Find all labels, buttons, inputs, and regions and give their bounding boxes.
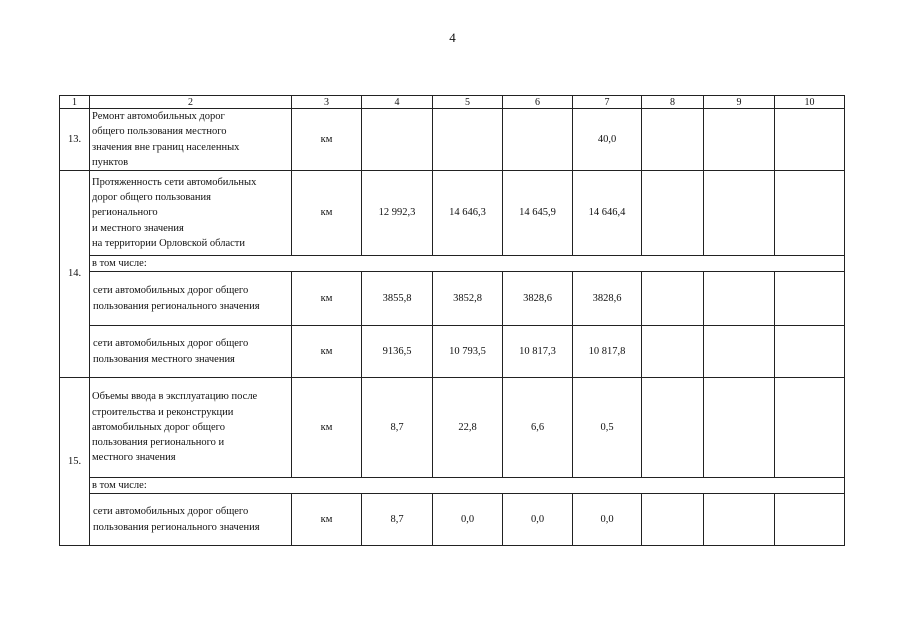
value-cell xyxy=(433,109,503,171)
value-cell xyxy=(704,494,775,546)
row-description xyxy=(90,272,292,326)
table-row xyxy=(60,378,845,478)
value-cell: 3828,6 xyxy=(573,272,642,326)
value-cell: 10 817,8 xyxy=(573,326,642,378)
value-cell: 10 793,5 xyxy=(433,326,503,378)
value-cell xyxy=(704,378,775,478)
column-header: 10 xyxy=(775,96,845,109)
value-cell: 0,0 xyxy=(573,494,642,546)
table-row xyxy=(60,272,845,326)
unit-cell: км xyxy=(292,494,362,546)
row-number: 15. xyxy=(60,378,90,546)
row-description xyxy=(90,326,292,378)
value-cell xyxy=(362,109,433,171)
value-cell xyxy=(704,326,775,378)
description-line: сети автомобильных дорог общего xyxy=(93,338,249,350)
description-line: на территории Орловской области xyxy=(92,237,245,249)
value-cell: 14 646,4 xyxy=(573,171,642,256)
row-description xyxy=(90,171,292,256)
value-cell: 9136,5 xyxy=(362,326,433,378)
column-header: 3 xyxy=(292,96,362,109)
value-cell xyxy=(775,326,845,378)
including-label: в том числе: xyxy=(90,478,845,494)
description-line: пользования регионального и xyxy=(92,437,225,449)
column-header: 8 xyxy=(642,96,704,109)
value-cell xyxy=(775,109,845,171)
including-label: в том числе: xyxy=(90,256,845,272)
description-line: строительства и реконструкции xyxy=(92,406,234,418)
unit-cell: км xyxy=(292,171,362,256)
row-description xyxy=(90,109,292,171)
value-cell xyxy=(503,109,573,171)
value-cell xyxy=(775,378,845,478)
description-line: пользования регионального значения xyxy=(93,300,260,312)
description-line: дорог общего пользования xyxy=(92,192,211,204)
value-cell xyxy=(642,109,704,171)
unit-cell: км xyxy=(292,326,362,378)
description-line: местного значения xyxy=(92,452,176,464)
value-cell: 22,8 xyxy=(433,378,503,478)
value-cell xyxy=(642,272,704,326)
description-line: Протяженность сети автомобильных xyxy=(92,176,257,188)
value-cell xyxy=(704,272,775,326)
value-cell: 3828,6 xyxy=(503,272,573,326)
description-line: пунктов xyxy=(92,156,129,168)
value-cell: 0,0 xyxy=(433,494,503,546)
description-line: сети автомобильных дорог общего xyxy=(93,285,249,297)
unit-cell: км xyxy=(292,378,362,478)
value-cell: 40,0 xyxy=(573,109,642,171)
value-cell xyxy=(775,494,845,546)
column-header: 5 xyxy=(433,96,503,109)
description-line: Объемы ввода в эксплуатацию после xyxy=(92,391,258,403)
description-line: регионального xyxy=(92,207,158,219)
row-number: 14. xyxy=(60,171,90,378)
description-line: пользования регионального значения xyxy=(93,521,260,533)
page-number: 4 xyxy=(449,30,456,45)
value-cell: 8,7 xyxy=(362,494,433,546)
unit-cell: км xyxy=(292,109,362,171)
value-cell: 10 817,3 xyxy=(503,326,573,378)
table-row xyxy=(60,256,845,272)
unit-cell: км xyxy=(292,272,362,326)
description-line: и местного значения xyxy=(92,222,184,234)
value-cell xyxy=(775,171,845,256)
value-cell xyxy=(704,109,775,171)
description-line: пользования местного значения xyxy=(93,353,235,365)
value-cell: 14 646,3 xyxy=(433,171,503,256)
value-cell xyxy=(704,171,775,256)
column-header: 7 xyxy=(573,96,642,109)
table-row xyxy=(60,171,845,256)
column-header: 6 xyxy=(503,96,573,109)
value-cell: 8,7 xyxy=(362,378,433,478)
value-cell xyxy=(642,494,704,546)
value-cell: 12 992,3 xyxy=(362,171,433,256)
description-line: общего пользования местного xyxy=(92,126,227,138)
value-cell: 6,6 xyxy=(503,378,573,478)
value-cell xyxy=(642,326,704,378)
value-cell: 0,0 xyxy=(503,494,573,546)
value-cell xyxy=(642,378,704,478)
table-row xyxy=(60,494,845,546)
table-row xyxy=(60,326,845,378)
column-header: 4 xyxy=(362,96,433,109)
indicators-table xyxy=(59,95,845,546)
value-cell xyxy=(642,171,704,256)
row-description xyxy=(90,378,292,478)
description-line: автомобильных дорог общего xyxy=(92,421,225,433)
column-number-header xyxy=(60,96,845,109)
description-line: сети автомобильных дорог общего xyxy=(93,506,249,518)
column-header: 2 xyxy=(90,96,292,109)
value-cell xyxy=(775,272,845,326)
row-description xyxy=(90,494,292,546)
value-cell: 3855,8 xyxy=(362,272,433,326)
value-cell: 0,5 xyxy=(573,378,642,478)
value-cell: 3852,8 xyxy=(433,272,503,326)
description-line: значения вне границ населенных xyxy=(92,141,240,153)
table-row xyxy=(60,109,845,171)
column-header: 1 xyxy=(60,96,90,109)
column-header: 9 xyxy=(704,96,775,109)
row-number: 13. xyxy=(60,109,90,171)
value-cell: 14 645,9 xyxy=(503,171,573,256)
description-line: Ремонт автомобильных дорог xyxy=(92,111,225,123)
table-row xyxy=(60,478,845,494)
